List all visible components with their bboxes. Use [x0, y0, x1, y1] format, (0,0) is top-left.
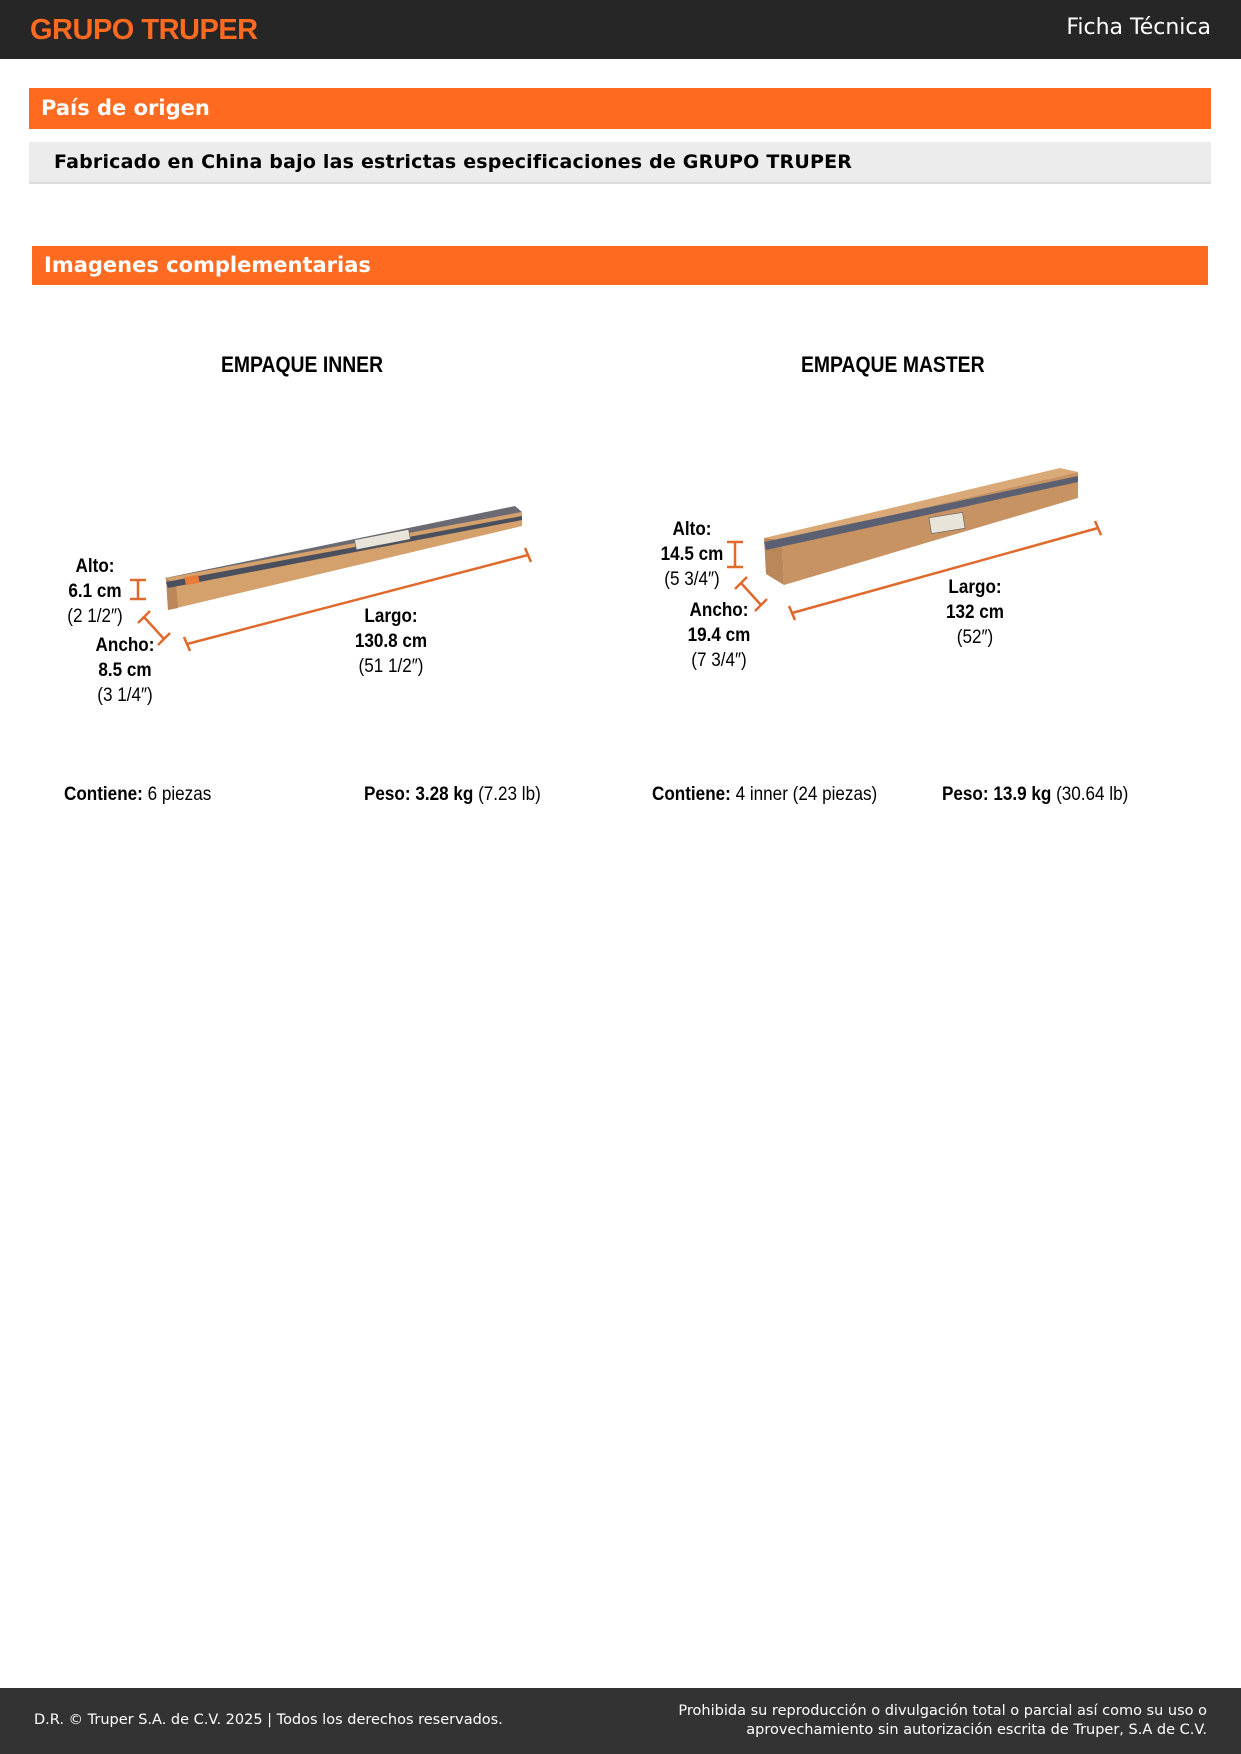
inner-ancho-title: Ancho:	[95, 635, 155, 656]
master-peso-metric: 13.9 kg	[993, 784, 1052, 805]
inner-alto-imperial: (2 1/2″)	[67, 606, 123, 627]
master-largo-metric: 132 cm	[945, 602, 1004, 623]
origin-heading-bar	[29, 88, 1211, 129]
master-largo-imperial: (52″)	[956, 627, 994, 648]
origin-heading: País de origen	[41, 96, 210, 120]
master-ancho-title: Ancho:	[689, 600, 749, 621]
master-contiene	[652, 784, 877, 806]
inner-largo-imperial: (51 1/2″)	[358, 656, 424, 677]
master-largo-title: Largo:	[948, 577, 1002, 598]
master-ancho-label	[683, 598, 755, 673]
inner-peso-imperial: (7.23 lb)	[478, 784, 541, 805]
inner-alto-metric: 6.1 cm	[68, 581, 122, 602]
master-alto-imperial: (5 3/4″)	[664, 569, 720, 590]
master-peso	[942, 784, 1128, 806]
master-ancho-metric: 19.4 cm	[687, 625, 751, 646]
page-footer	[0, 1688, 1241, 1754]
inner-largo-title: Largo:	[364, 606, 418, 627]
footer-disclaimer-line2: aprovechamiento sin autorización escrita de Truper, S.A de C.V.	[746, 1722, 1207, 1738]
footer-copyright: D.R. © Truper S.A. de C.V. 2025 | Todos los derechos reservados.	[34, 1712, 503, 1728]
inner-peso-label: Peso:	[364, 784, 411, 805]
master-contiene-label: Contiene:	[652, 784, 731, 805]
inner-contiene-value: 6 piezas	[147, 784, 212, 805]
inner-largo-metric: 130.8 cm	[354, 631, 428, 652]
master-alto-metric: 14.5 cm	[660, 544, 724, 565]
master-alto-label	[656, 517, 728, 592]
inner-alto-label	[59, 554, 131, 629]
inner-peso-metric: 3.28 kg	[415, 784, 474, 805]
master-peso-imperial: (30.64 lb)	[1056, 784, 1129, 805]
origin-text-box	[29, 142, 1211, 184]
doc-title: Ficha Técnica	[1066, 15, 1211, 40]
inner-ancho-imperial: (3 1/4″)	[97, 685, 153, 706]
inner-largo-label	[346, 604, 436, 679]
page-header	[0, 0, 1241, 59]
master-alto-title: Alto:	[672, 519, 712, 540]
inner-alto-title: Alto:	[75, 556, 115, 577]
images-heading: Imagenes complementarias	[44, 253, 371, 277]
master-largo-label	[930, 575, 1020, 650]
grupo-truper-logo: GRUPO TRUPER	[30, 14, 258, 46]
inner-contiene	[64, 784, 211, 806]
master-contiene-value: 4 inner (24 piezas)	[735, 784, 878, 805]
origin-text: Fabricado en China bajo las estrictas especificaciones de GRUPO TRUPER	[54, 151, 853, 173]
footer-disclaimer	[678, 1702, 1207, 1740]
inner-ancho-label	[89, 633, 161, 708]
master-peso-label: Peso:	[942, 784, 989, 805]
inner-peso	[364, 784, 541, 806]
inner-package-title: EMPAQUE INNER	[221, 352, 384, 377]
inner-ancho-metric: 8.5 cm	[98, 660, 152, 681]
images-heading-bar	[32, 246, 1208, 285]
master-package-title: EMPAQUE MASTER	[801, 352, 985, 377]
footer-disclaimer-line1: Prohibida su reproducción o divulgación total o parcial así como su uso o	[678, 1703, 1207, 1719]
inner-contiene-label: Contiene:	[64, 784, 143, 805]
master-ancho-imperial: (7 3/4″)	[691, 650, 747, 671]
